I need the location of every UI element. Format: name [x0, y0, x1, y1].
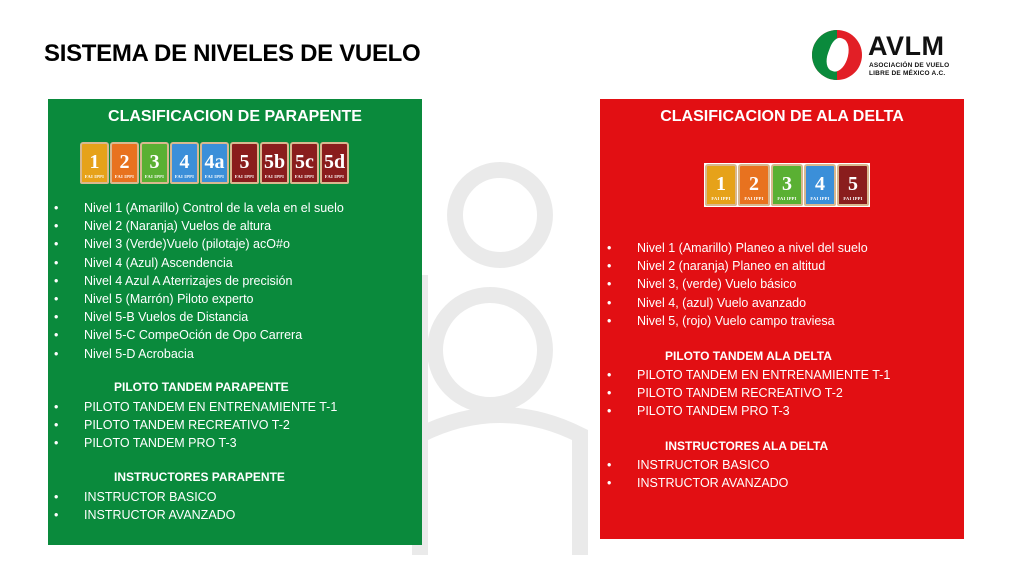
parapente-levels-list [54, 199, 344, 363]
level-badge-5 [230, 142, 259, 184]
ala-delta-instructors-heading: INSTRUCTORES ALA DELTA [665, 439, 829, 453]
logo-subtitle [869, 62, 949, 78]
badge-number: 4 [179, 151, 190, 173]
tandem-item: • PILOTO TANDEM RECREATIVO T-2 [54, 416, 337, 434]
level-badge-4 [170, 142, 199, 184]
badge-number: 1 [89, 151, 100, 173]
badge-caption: FAI IPPI [114, 174, 135, 179]
parapente-badges [80, 142, 349, 184]
badge-number: 5b [263, 151, 286, 173]
badge-caption: FAI IPPI [810, 196, 830, 201]
parapente-panel [48, 99, 422, 545]
badge-number: 3 [149, 151, 160, 173]
level-item: • Nivel 2 (Naranja) Vuelos de altura [54, 217, 344, 235]
logo-subtitle-line1: ASOCIACIÓN DE VUELO [869, 62, 950, 69]
level-item: • Nivel 3 (Verde)Vuelo (pilotaje) acO#o [54, 235, 344, 253]
level-item: • Nivel 5-B Vuelos de Distancia [54, 308, 344, 326]
level-badge-3 [771, 164, 803, 206]
tandem-item: • PILOTO TANDEM PRO T-3 [54, 434, 337, 452]
badge-caption: FAI IPPI [843, 196, 863, 201]
tandem-item: • PILOTO TANDEM EN ENTRENAMIENTE T-1 [54, 398, 337, 416]
ala-delta-tandem-heading: PILOTO TANDEM ALA DELTA [665, 349, 832, 363]
parapente-instructors-heading: INSTRUCTORES PARAPENTE [114, 470, 285, 484]
level-item: • Nivel 1 (Amarillo) Planeo a nivel del suelo [607, 239, 868, 257]
level-badge-4 [804, 164, 836, 206]
ala-delta-levels-list [607, 239, 868, 330]
badge-caption: FAI IPPI [234, 174, 255, 179]
ala-delta-tandem-list [607, 366, 890, 421]
badge-caption: FAI IPPI [744, 196, 764, 201]
level-item: • Nivel 1 (Amarillo) Control de la vela en el suelo [54, 199, 344, 217]
level-item: • Nivel 4, (azul) Vuelo avanzado [607, 294, 868, 312]
tandem-item: • PILOTO TANDEM PRO T-3 [607, 402, 890, 420]
level-badge-5c [290, 142, 319, 184]
badge-caption: FAI IPPI [174, 174, 195, 179]
aztec-glyph-watermark [400, 135, 600, 565]
level-badge-4a [200, 142, 229, 184]
badge-number: 5c [295, 151, 314, 173]
level-badge-2 [110, 142, 139, 184]
parapente-instructors-list [54, 488, 235, 524]
level-item: • Nivel 5 (Marrón) Piloto experto [54, 290, 344, 308]
instructor-item: • INSTRUCTOR AVANZADO [54, 506, 235, 524]
badge-number: 5 [239, 151, 250, 173]
level-badge-1 [705, 164, 737, 206]
level-item: • Nivel 4 Azul A Aterrizajes de precisión [54, 272, 344, 290]
level-badge-5d [320, 142, 349, 184]
badge-caption: FAI IPPI [204, 174, 225, 179]
ala-delta-badges [704, 163, 870, 207]
level-badge-1 [80, 142, 109, 184]
badge-caption: FAI IPPI [777, 196, 797, 201]
level-badge-5b [260, 142, 289, 184]
badge-caption: FAI IPPI [84, 174, 105, 179]
level-item: • Nivel 5, (rojo) Vuelo campo traviesa [607, 312, 868, 330]
badge-number: 2 [119, 151, 130, 173]
level-badge-3 [140, 142, 169, 184]
level-item: • Nivel 5-D Acrobacia [54, 345, 344, 363]
badge-caption: FAI IPPI [711, 196, 731, 201]
badge-number: 4a [204, 151, 225, 173]
ala-delta-panel [600, 99, 964, 539]
ala-delta-instructors-list [607, 456, 788, 492]
badge-number: 5 [848, 173, 858, 195]
badge-caption: FAI IPPI [144, 174, 165, 179]
logo-subtitle-line2: LIBRE DE MÉXICO A.C. [869, 70, 946, 77]
page-title: SISTEMA DE NIVELES DE VUELO [44, 40, 421, 67]
badge-caption: FAI IPPI [324, 174, 345, 179]
tandem-item: • PILOTO TANDEM EN ENTRENAMIENTE T-1 [607, 366, 890, 384]
level-item: • Nivel 3, (verde) Vuelo básico [607, 275, 868, 293]
ala-delta-title: CLASIFICACION DE ALA DELTA [660, 108, 904, 125]
badge-number: 3 [782, 173, 792, 195]
avlm-logo [812, 30, 962, 82]
parapente-tandem-heading: PILOTO TANDEM PARAPENTE [114, 380, 289, 394]
instructor-item: • INSTRUCTOR BASICO [607, 456, 788, 474]
badge-number: 5d [323, 151, 346, 173]
badge-number: 1 [716, 173, 726, 195]
level-badge-2 [738, 164, 770, 206]
level-item: • Nivel 4 (Azul) Ascendencia [54, 254, 344, 272]
badge-number: 4 [815, 173, 825, 195]
badge-caption: FAI IPPI [294, 174, 315, 179]
badge-number: 2 [749, 173, 759, 195]
instructor-item: • INSTRUCTOR AVANZADO [607, 474, 788, 492]
level-item: • Nivel 5-C CompeOción de Opo Carrera [54, 326, 344, 344]
level-item: • Nivel 2 (naranja) Planeo en altitud [607, 257, 868, 275]
tandem-item: • PILOTO TANDEM RECREATIVO T-2 [607, 384, 890, 402]
parapente-tandem-list [54, 398, 337, 453]
logo-name: AVLM [868, 31, 945, 61]
instructor-item: • INSTRUCTOR BASICO [54, 488, 235, 506]
level-badge-5 [837, 164, 869, 206]
parapente-title: CLASIFICACION DE PARAPENTE [108, 108, 362, 125]
badge-caption: FAI IPPI [264, 174, 285, 179]
eagle-logo-icon [812, 30, 862, 80]
